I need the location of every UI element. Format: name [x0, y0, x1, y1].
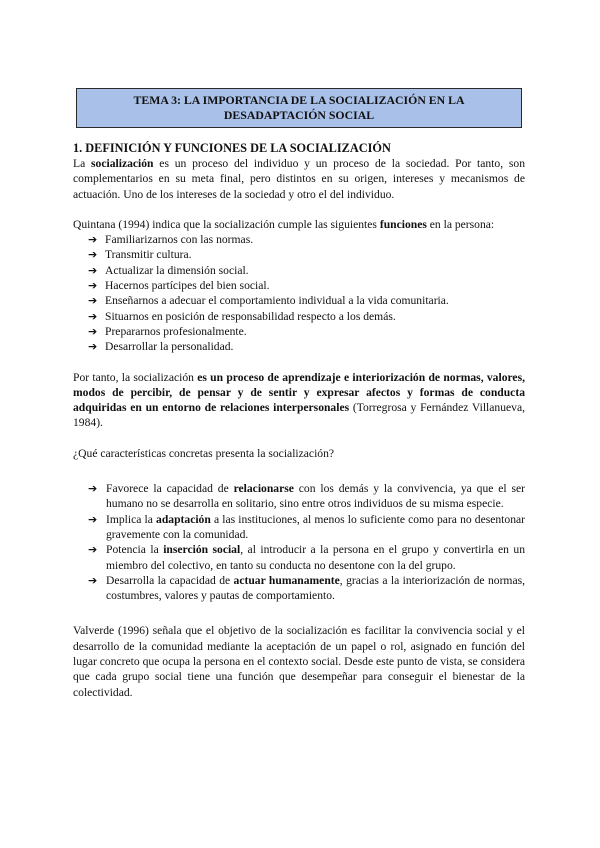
topic-title-box	[76, 88, 522, 128]
bold-term: relacionarse	[233, 482, 294, 496]
text-run: Implica la	[106, 512, 157, 526]
arrow-right-icon: ➔	[88, 263, 98, 277]
arrow-right-icon: ➔	[88, 324, 98, 338]
list-item	[73, 293, 525, 308]
text-run: a las instituciones, al menos lo suficiente como para no desentonar gravemente con la comunidad.	[106, 512, 526, 541]
arrow-right-icon: ➔	[88, 248, 98, 262]
list-item	[73, 247, 525, 262]
arrow-right-icon: ➔	[88, 543, 98, 557]
text-run: La	[73, 157, 92, 170]
list-item	[73, 481, 525, 512]
text-run: , al introducir a la persona en el grupo y convertirla en un miembro del colectivo, en tanto su conducta no desentone con la del grupo.	[106, 543, 525, 572]
arrow-right-icon: ➔	[88, 482, 98, 496]
list-item	[73, 309, 525, 324]
text-run: Quintana (1994) indica que la socialización cumple las siguientes	[73, 217, 380, 231]
bold-term: actuar humanamente	[233, 573, 340, 587]
document-body	[73, 140, 525, 700]
arrow-right-icon: ➔	[88, 573, 98, 587]
paragraph-question: ¿Qué características concretas presenta la socialización?	[73, 446, 335, 460]
topic-title-line-2: DESADAPTACIÓN SOCIAL	[223, 108, 375, 122]
text-run: es un proceso del individuo y un proceso de la sociedad. Por tanto, son complementarios en su meta final, pero distintos en su origen, intereses y mecanismos de actuación. Uno de los intereses de la sociedad y otro el del individuo.	[73, 157, 525, 201]
list-item-text: Hacernos partícipes del bien social.	[105, 279, 270, 293]
list-item	[73, 263, 525, 278]
list-item	[73, 542, 525, 573]
paragraph-socialization-definition	[73, 156, 525, 202]
paragraph-functions-intro	[73, 217, 525, 232]
list-item	[73, 339, 525, 354]
bold-term: socialización	[91, 157, 154, 170]
section-heading: 1. DEFINICIÓN Y FUNCIONES DE LA SOCIALIZACIÓN	[73, 141, 391, 155]
arrow-right-icon: ➔	[88, 294, 98, 308]
list-item-text: Desarrollar la personalidad.	[105, 340, 234, 354]
bold-term: inserción social	[163, 543, 241, 557]
list-item	[73, 232, 525, 247]
text-run: Favorece la capacidad de	[106, 482, 234, 496]
text-run: con los demás y la convivencia, ya que el ser humano no se desarrolla en solitario, sino entre otros individuos de su misma especie.	[106, 482, 526, 511]
bold-definition: es un proceso de aprendizaje e interiorización de normas, valores, modos de percibir, de pensar y de sentir y expresar afectos y formas de conducta adquiridas en un entorno de relaciones interpersonales	[73, 370, 525, 415]
arrow-right-icon: ➔	[88, 233, 98, 247]
list-item-text: Actualizar la dimensión social.	[105, 263, 249, 277]
text-run: Potencia la	[106, 543, 164, 557]
paragraph-valverde: Valverde (1996) señala que el objetivo de la socialización es facilitar la convivencia social y el desarrollo de la comunidad mediante la aceptación de un papel o rol, asignado en función del lugar concreto que ocupa la persona en el contexto social. Desde este punto de vista, se considera que cada grupo social tiene una función que desempeñar para conseguir el bienestar de la colectividad.	[73, 624, 525, 699]
bold-term: adaptación	[156, 512, 211, 526]
arrow-right-icon: ➔	[88, 309, 98, 323]
arrow-right-icon: ➔	[88, 340, 98, 354]
bold-term: funciones	[379, 217, 427, 231]
text-run: Por tanto, la socialización	[73, 370, 198, 384]
text-run: (Torregrosa y Fernández Villanueva, 1984).	[73, 401, 525, 430]
characteristics-list	[73, 481, 525, 603]
list-item-text: Transmitir cultura.	[105, 248, 192, 262]
list-item-text: Enseñarnos a adecuar el comportamiento individual a la vida comunitaria.	[105, 294, 449, 308]
arrow-right-icon: ➔	[88, 512, 98, 526]
list-item	[73, 324, 525, 339]
list-item	[73, 278, 525, 293]
paragraph-socialization-process	[73, 370, 525, 431]
list-item	[73, 573, 525, 604]
list-item-text: Prepararnos profesionalmente.	[105, 324, 247, 338]
text-run: en la persona:	[426, 217, 495, 231]
text-run: Desarrolla la capacidad de	[106, 573, 234, 587]
arrow-right-icon: ➔	[88, 279, 98, 293]
list-item-text: Situarnos en posición de responsabilidad respecto a los demás.	[105, 309, 396, 323]
functions-list	[73, 232, 525, 354]
list-item	[73, 512, 525, 543]
text-run: , gracias a la interiorización de normas, costumbres, valores y pautas de comportamiento.	[106, 573, 526, 603]
list-item-text: Familiarizarnos con las normas.	[105, 233, 254, 247]
topic-title-line-1: TEMA 3: LA IMPORTANCIA DE LA SOCIALIZACIÓN EN LA	[133, 93, 465, 107]
